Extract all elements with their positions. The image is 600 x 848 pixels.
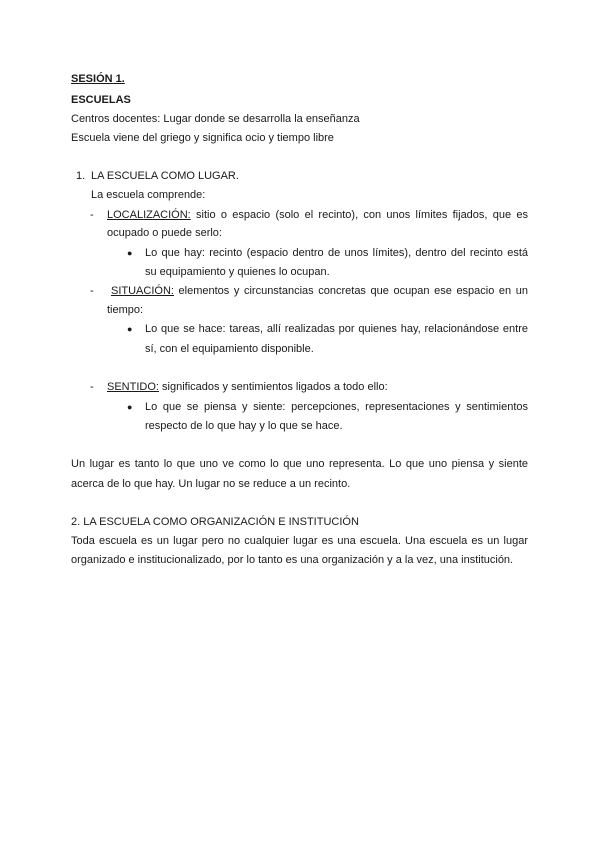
list-item-sentido — [107, 380, 388, 394]
list-item-text-cont: ocupado o puede serlo: — [107, 227, 222, 239]
sub-item-text-cont: respecto de lo que hay y lo que se hace. — [145, 420, 343, 432]
list-dash: - — [90, 381, 94, 393]
sub-item-text: Lo que se hace: tareas, allí realizadas por quienes hay, relacionándose entre — [145, 323, 528, 335]
bullet-icon: ● — [127, 248, 133, 258]
s2-heading: 2. LA ESCUELA COMO ORGANIZACIÓN E INSTITUCIÓN — [71, 516, 359, 528]
list-item-localizacion — [107, 208, 528, 222]
list-item-text-cont: tiempo: — [107, 304, 144, 316]
term-sentido: SENTIDO: — [107, 381, 159, 393]
list-item-text: significados y sentimientos ligados a todo ello: — [162, 381, 388, 393]
s2-paragraph-line-2: organizado e institucionalizado, por lo tanto es una organización y a la vez, una institución. — [71, 554, 514, 566]
session-title: SESIÓN 1. — [71, 73, 125, 85]
intro-line-1: Centros docentes: Lugar donde se desarrolla la enseñanza — [71, 113, 360, 125]
sub-item-text-cont: su equipamiento y quienes lo ocupan. — [145, 266, 330, 278]
paragraph-line-1: Un lugar es tanto lo que uno ve como lo que uno representa. Lo que uno piensa y siente — [71, 458, 528, 470]
list-dash: - — [90, 285, 94, 297]
list-item-text: sitio o espacio (solo el recinto), con unos límites fijados, que es — [196, 209, 528, 221]
list-item-text: elementos y circunstancias concretas que ocupan ese espacio en un — [178, 285, 528, 297]
paragraph-line-2: acerca de lo que hay. Un lugar no se reduce a un recinto. — [71, 478, 351, 490]
bullet-icon: ● — [127, 402, 133, 412]
bullet-icon: ● — [127, 324, 133, 334]
term-localizacion: LOCALIZACIÓN: — [107, 209, 191, 221]
sub-item-text: Lo que hay: recinto (espacio dentro de unos límites), dentro del recinto está — [145, 247, 528, 259]
s1-lead: La escuela comprende: — [91, 189, 206, 201]
s2-paragraph-line-1: Toda escuela es un lugar pero no cualquier lugar es una escuela. Una escuela es un lugar — [71, 535, 528, 547]
term-situacion: SITUACIÓN: — [111, 285, 174, 297]
intro-line-2: Escuela viene del griego y significa ocio y tiempo libre — [71, 132, 334, 144]
list-dash: - — [90, 209, 94, 221]
section-title: ESCUELAS — [71, 94, 131, 106]
sub-item-text-cont: sí, con el equipamiento disponible. — [145, 343, 314, 355]
s1-heading: LA ESCUELA COMO LUGAR. — [91, 170, 239, 182]
sub-item-text: Lo que se piensa y siente: percepciones, representaciones y sentimientos — [145, 401, 528, 413]
s1-number: 1. — [76, 170, 86, 182]
list-item-situacion — [111, 284, 528, 298]
